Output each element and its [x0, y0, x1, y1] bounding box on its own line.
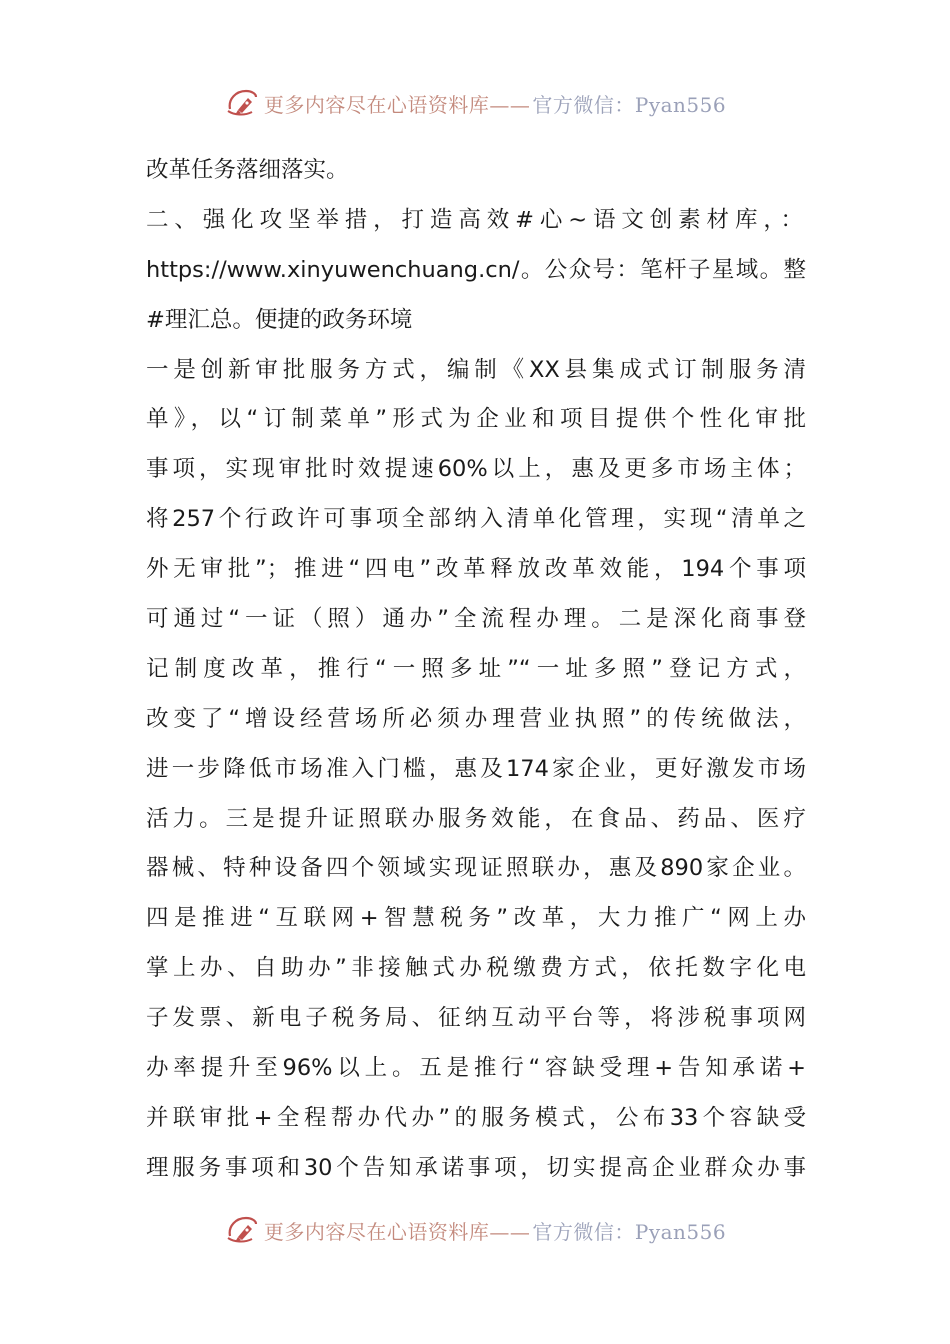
body-line: 活力。三是提升证照联办服务效能，在食品、药品、医疗 [146, 805, 806, 832]
banner-wechat: 官方微信：Pyan556 [532, 92, 727, 117]
document-body [146, 146, 806, 1194]
header-banner [0, 83, 950, 123]
body-line: 掌上办、自助办”非接触式办税缴费方式，依托数字化电 [146, 955, 806, 982]
body-line: 改变了“增设经营场所必须办理营业执照”的传统做法， [146, 705, 806, 732]
body-line: 外无审批”；推进“四电”改革释放改革效能，194个事项 [146, 556, 806, 583]
body-line: 器械、特种设备四个领域实现证照联办，惠及890家企业。 [146, 855, 806, 882]
pen-nib-logo-icon [224, 85, 260, 121]
body-line: 记制度改革，推行“一照多址”“一址多照”登记方式， [146, 655, 806, 682]
body-line: #理汇总。便捷的政务环境 [146, 306, 413, 333]
pen-nib-logo-icon [224, 1212, 260, 1248]
body-line: 进一步降低市场准入门槛，惠及174家企业，更好激发市场 [146, 755, 806, 782]
body-line: 二、强化攻坚举措，打造高效#心~语文创素材库，： [146, 206, 806, 233]
body-line: 子发票、新电子税务局、征纳互动平台等，将涉税事项网 [146, 1005, 806, 1032]
body-line: 事项，实现审批时效提速60%以上，惠及更多市场主体； [146, 456, 806, 483]
body-line: 可通过“一证（照）通办”全流程办理。二是深化商事登 [146, 606, 806, 633]
body-line: 将257个行政许可事项全部纳入清单化管理，实现“清单之 [146, 506, 806, 533]
banner-text: 更多内容尽在心语资料库—— [263, 92, 531, 117]
body-line: 四是推进“互联网+智慧税务”改革，大力推广“网上办 [146, 905, 806, 932]
body-line: 单》，以“订制菜单”形式为企业和项目提供个性化审批 [146, 406, 806, 433]
body-line: 并联审批+全程帮办代办”的服务模式，公布33个容缺受 [146, 1104, 806, 1131]
body-line: https://www.xinyuwenchuang.cn/。公众号：笔杆子星域。整 [146, 256, 806, 283]
body-line: 理服务事项和30个告知承诺事项，切实提高企业群众办事 [146, 1154, 806, 1181]
footer-banner [0, 1210, 950, 1250]
body-line: 改革任务落细落实。 [146, 157, 349, 183]
banner-text: 更多内容尽在心语资料库—— [263, 1219, 531, 1244]
body-line: 一是创新审批服务方式，编制《XX县集成式订制服务清 [146, 356, 806, 383]
banner-wechat: 官方微信：Pyan556 [532, 1219, 727, 1244]
body-line: 办率提升至96%以上。五是推行“容缺受理+告知承诺+ [146, 1055, 806, 1082]
